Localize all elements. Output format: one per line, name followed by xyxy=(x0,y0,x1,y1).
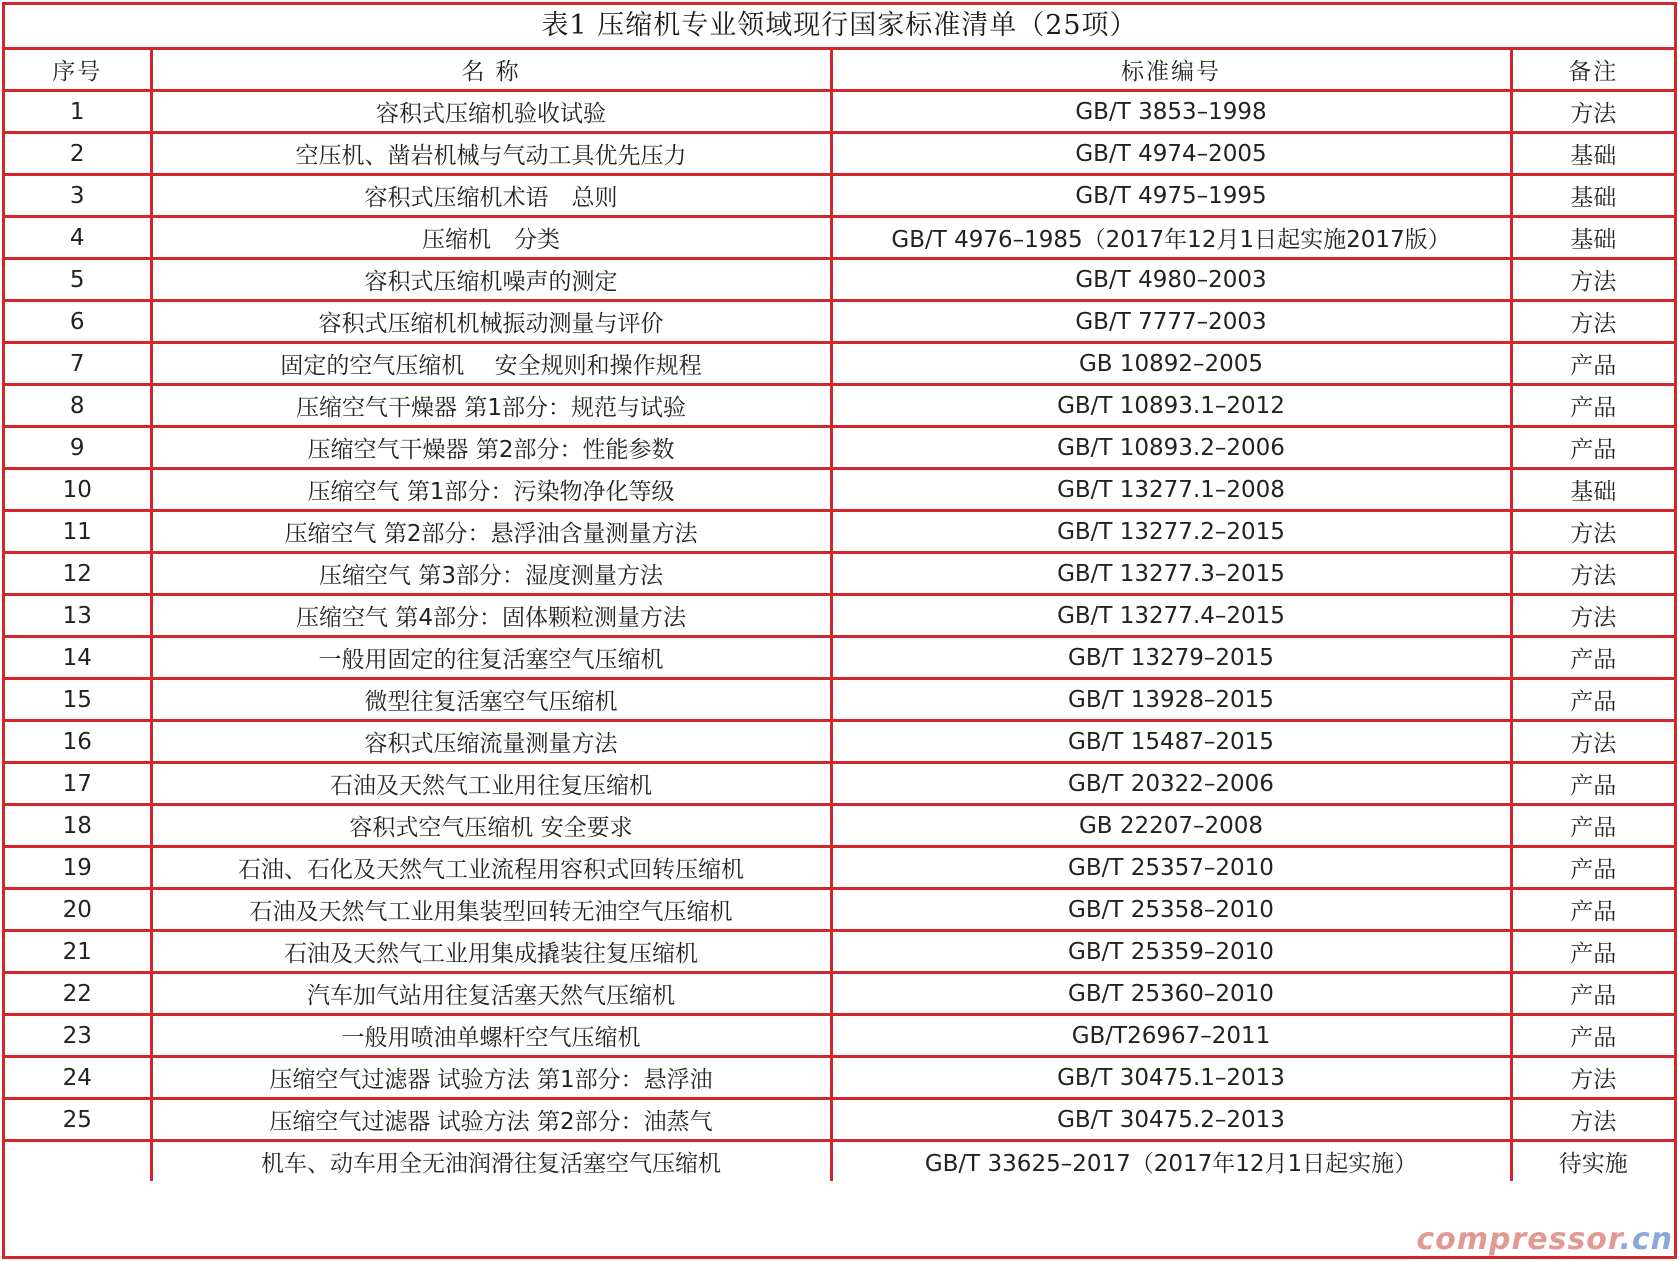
cell-note: 基础 xyxy=(1511,133,1674,175)
cell-note: 方法 xyxy=(1511,1099,1674,1141)
cell-name: 压缩空气 第1部分：污染物净化等级 xyxy=(151,469,831,511)
table-row xyxy=(5,259,1674,301)
cell-name: 石油及天然气工业用往复压缩机 xyxy=(151,763,831,805)
cell-no: 7 xyxy=(5,343,151,385)
cell-name: 压缩空气 第4部分：固体颗粒测量方法 xyxy=(151,595,831,637)
cell-name: 压缩空气 第2部分：悬浮油含量测量方法 xyxy=(151,511,831,553)
cell-no: 5 xyxy=(5,259,151,301)
cell-code: GB/T 33625–2017（2017年12月1日起实施） xyxy=(831,1141,1511,1182)
cell-note: 方法 xyxy=(1511,511,1674,553)
standards-table xyxy=(5,50,1674,1181)
table-row xyxy=(5,721,1674,763)
cell-no: 10 xyxy=(5,469,151,511)
cell-code: GB 22207–2008 xyxy=(831,805,1511,847)
cell-code: GB/T 4976–1985（2017年12月1日起实施2017版） xyxy=(831,217,1511,259)
watermark-text: compressor xyxy=(1416,1222,1620,1257)
cell-code: GB/T 10893.2–2006 xyxy=(831,427,1511,469)
cell-name: 压缩空气干燥器 第1部分：规范与试验 xyxy=(151,385,831,427)
cell-note: 方法 xyxy=(1511,301,1674,343)
cell-no: 24 xyxy=(5,1057,151,1099)
header-note: 备注 xyxy=(1511,50,1674,91)
cell-code: GB/T 13277.1–2008 xyxy=(831,469,1511,511)
table-row xyxy=(5,889,1674,931)
cell-no xyxy=(5,1141,151,1182)
cell-note: 方法 xyxy=(1511,553,1674,595)
cell-no: 15 xyxy=(5,679,151,721)
cell-code: GB/T26967–2011 xyxy=(831,1015,1511,1057)
cell-code: GB/T 3853–1998 xyxy=(831,91,1511,133)
cell-name: 压缩空气过滤器 试验方法 第1部分：悬浮油 xyxy=(151,1057,831,1099)
cell-name: 一般用喷油单螺杆空气压缩机 xyxy=(151,1015,831,1057)
table-row xyxy=(5,175,1674,217)
cell-no: 23 xyxy=(5,1015,151,1057)
cell-name: 固定的空气压缩机 安全规则和操作规程 xyxy=(151,343,831,385)
cell-name: 容积式压缩机验收试验 xyxy=(151,91,831,133)
cell-code: GB/T 25358–2010 xyxy=(831,889,1511,931)
table-row xyxy=(5,469,1674,511)
cell-code: GB/T 25359–2010 xyxy=(831,931,1511,973)
cell-no: 8 xyxy=(5,385,151,427)
cell-note: 待实施 xyxy=(1511,1141,1674,1182)
cell-name: 容积式空气压缩机 安全要求 xyxy=(151,805,831,847)
table-row xyxy=(5,1141,1674,1182)
cell-code: GB/T 13277.3–2015 xyxy=(831,553,1511,595)
cell-name: 容积式压缩机噪声的测定 xyxy=(151,259,831,301)
table-title: 表1 压缩机专业领域现行国家标准清单（25项） xyxy=(5,5,1674,50)
cell-no: 21 xyxy=(5,931,151,973)
table-row xyxy=(5,1015,1674,1057)
cell-note: 产品 xyxy=(1511,889,1674,931)
cell-no: 11 xyxy=(5,511,151,553)
cell-no: 12 xyxy=(5,553,151,595)
cell-name: 汽车加气站用往复活塞天然气压缩机 xyxy=(151,973,831,1015)
cell-name: 一般用固定的往复活塞空气压缩机 xyxy=(151,637,831,679)
cell-note: 产品 xyxy=(1511,637,1674,679)
header-code: 标准编号 xyxy=(831,50,1511,91)
cell-code: GB/T 10893.1–2012 xyxy=(831,385,1511,427)
table-row xyxy=(5,217,1674,259)
table-body xyxy=(5,91,1674,1182)
cell-note: 方法 xyxy=(1511,91,1674,133)
cell-no: 25 xyxy=(5,1099,151,1141)
cell-note: 产品 xyxy=(1511,427,1674,469)
table-row xyxy=(5,427,1674,469)
cell-note: 方法 xyxy=(1511,595,1674,637)
cell-note: 产品 xyxy=(1511,1015,1674,1057)
table-row xyxy=(5,343,1674,385)
header-row xyxy=(5,50,1674,91)
cell-name: 石油及天然气工业用集装型回转无油空气压缩机 xyxy=(151,889,831,931)
cell-name: 空压机、凿岩机械与气动工具优先压力 xyxy=(151,133,831,175)
cell-name: 机车、动车用全无油润滑往复活塞空气压缩机 xyxy=(151,1141,831,1182)
cell-no: 18 xyxy=(5,805,151,847)
cell-code: GB/T 13277.2–2015 xyxy=(831,511,1511,553)
cell-name: 压缩空气干燥器 第2部分：性能参数 xyxy=(151,427,831,469)
table-row xyxy=(5,805,1674,847)
cell-name: 容积式压缩机机械振动测量与评价 xyxy=(151,301,831,343)
cell-name: 容积式压缩流量测量方法 xyxy=(151,721,831,763)
cell-code: GB/T 25360–2010 xyxy=(831,973,1511,1015)
header-no: 序号 xyxy=(5,50,151,91)
table-row xyxy=(5,637,1674,679)
table-row xyxy=(5,931,1674,973)
cell-name: 石油及天然气工业用集成撬装往复压缩机 xyxy=(151,931,831,973)
table-row xyxy=(5,553,1674,595)
cell-name: 压缩空气过滤器 试验方法 第2部分：油蒸气 xyxy=(151,1099,831,1141)
cell-no: 17 xyxy=(5,763,151,805)
cell-code: GB/T 30475.2–2013 xyxy=(831,1099,1511,1141)
cell-no: 22 xyxy=(5,973,151,1015)
cell-no: 6 xyxy=(5,301,151,343)
cell-no: 1 xyxy=(5,91,151,133)
table-row xyxy=(5,511,1674,553)
cell-note: 基础 xyxy=(1511,175,1674,217)
table-row xyxy=(5,133,1674,175)
cell-note: 产品 xyxy=(1511,679,1674,721)
cell-code: GB/T 15487–2015 xyxy=(831,721,1511,763)
cell-no: 9 xyxy=(5,427,151,469)
cell-note: 产品 xyxy=(1511,847,1674,889)
cell-code: GB/T 20322–2006 xyxy=(831,763,1511,805)
cell-no: 20 xyxy=(5,889,151,931)
cell-code: GB/T 13928–2015 xyxy=(831,679,1511,721)
standards-table-sheet xyxy=(2,2,1677,1259)
cell-note: 产品 xyxy=(1511,763,1674,805)
cell-no: 4 xyxy=(5,217,151,259)
cell-note: 产品 xyxy=(1511,385,1674,427)
table-row xyxy=(5,1099,1674,1141)
cell-note: 方法 xyxy=(1511,259,1674,301)
table-row xyxy=(5,301,1674,343)
table-row xyxy=(5,385,1674,427)
cell-note: 方法 xyxy=(1511,721,1674,763)
cell-note: 基础 xyxy=(1511,217,1674,259)
cell-no: 14 xyxy=(5,637,151,679)
cell-no: 13 xyxy=(5,595,151,637)
cell-no: 3 xyxy=(5,175,151,217)
table-row xyxy=(5,847,1674,889)
cell-code: GB/T 13279–2015 xyxy=(831,637,1511,679)
cell-code: GB/T 4975–1995 xyxy=(831,175,1511,217)
cell-no: 19 xyxy=(5,847,151,889)
cell-name: 容积式压缩机术语 总则 xyxy=(151,175,831,217)
table-row xyxy=(5,595,1674,637)
table-row xyxy=(5,679,1674,721)
cell-no: 16 xyxy=(5,721,151,763)
cell-note: 产品 xyxy=(1511,931,1674,973)
table-row xyxy=(5,763,1674,805)
cell-name: 微型往复活塞空气压缩机 xyxy=(151,679,831,721)
cell-note: 产品 xyxy=(1511,805,1674,847)
cell-note: 产品 xyxy=(1511,343,1674,385)
table-row xyxy=(5,1057,1674,1099)
cell-code: GB/T 4974–2005 xyxy=(831,133,1511,175)
cell-code: GB/T 13277.4–2015 xyxy=(831,595,1511,637)
cell-code: GB 10892–2005 xyxy=(831,343,1511,385)
header-name: 名 称 xyxy=(151,50,831,91)
table-row xyxy=(5,91,1674,133)
cell-note: 基础 xyxy=(1511,469,1674,511)
cell-code: GB/T 25357–2010 xyxy=(831,847,1511,889)
cell-note: 方法 xyxy=(1511,1057,1674,1099)
cell-no: 2 xyxy=(5,133,151,175)
cell-name: 石油、石化及天然气工业流程用容积式回转压缩机 xyxy=(151,847,831,889)
table-row xyxy=(5,973,1674,1015)
cell-note: 产品 xyxy=(1511,973,1674,1015)
watermark-domain: .cn xyxy=(1619,1222,1673,1257)
cell-code: GB/T 7777–2003 xyxy=(831,301,1511,343)
cell-code: GB/T 30475.1–2013 xyxy=(831,1057,1511,1099)
cell-name: 压缩空气 第3部分：湿度测量方法 xyxy=(151,553,831,595)
cell-name: 压缩机 分类 xyxy=(151,217,831,259)
cell-code: GB/T 4980–2003 xyxy=(831,259,1511,301)
